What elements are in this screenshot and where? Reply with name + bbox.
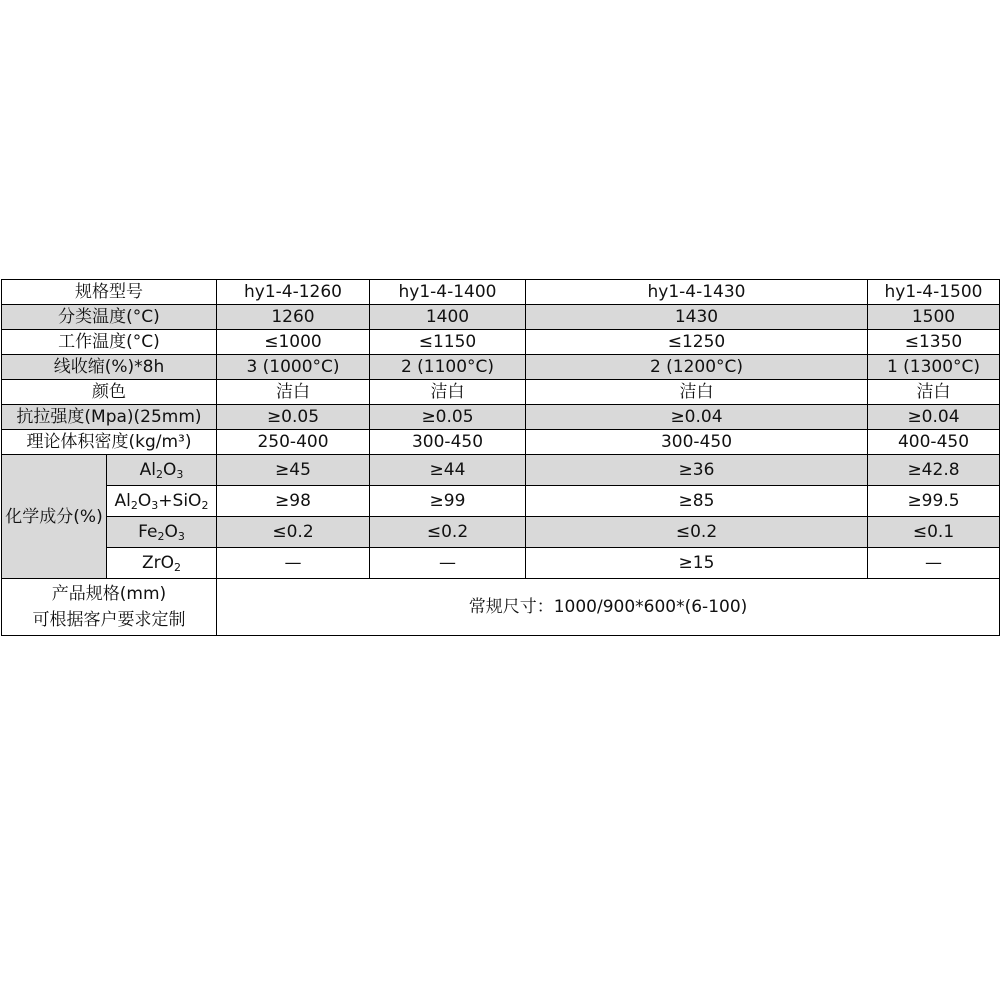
table-cell: ≥15 — [526, 548, 868, 579]
footer-row — [2, 579, 1000, 636]
table-cell: ≥0.04 — [526, 405, 868, 430]
chemistry-row — [2, 486, 1000, 517]
chemistry-row — [2, 455, 1000, 486]
table-cell: ≥0.04 — [868, 405, 1000, 430]
formula-subscript: 2 — [155, 468, 163, 481]
table-cell: 1260 — [217, 305, 370, 330]
table-cell: 250-400 — [217, 430, 370, 455]
table-cell: — — [868, 548, 1000, 579]
table-cell: 2 (1200°C) — [526, 355, 868, 380]
table-cell: ≥0.05 — [370, 405, 526, 430]
table-cell: ≤1350 — [868, 330, 1000, 355]
table-cell: ≥42.8 — [868, 455, 1000, 486]
table-cell: 洁白 — [370, 380, 526, 405]
header-label: 规格型号 — [2, 280, 217, 305]
footer-value: 常规尺寸：1000/900*600*(6-100) — [217, 579, 1000, 636]
footer-label-line2: 可根据客户要求定制 — [32, 610, 186, 630]
formula-part: Fe — [138, 522, 158, 542]
table-cell: 300-450 — [526, 430, 868, 455]
table-cell: ≤0.2 — [526, 517, 868, 548]
table-cell: 1430 — [526, 305, 868, 330]
chemistry-item-name — [107, 548, 217, 579]
table-cell: 1500 — [868, 305, 1000, 330]
table-cell: 洁白 — [526, 380, 868, 405]
formula-subscript: 2 — [130, 499, 138, 512]
table-cell: 300-450 — [370, 430, 526, 455]
formula-part: +SiO — [158, 491, 202, 511]
table-cell: ≤1250 — [526, 330, 868, 355]
table-cell: ≤0.2 — [370, 517, 526, 548]
chemistry-row — [2, 517, 1000, 548]
table-cell: ≥45 — [217, 455, 370, 486]
footer-label-line1: 产品规格(mm) — [51, 584, 167, 604]
table-row — [2, 330, 1000, 355]
table-cell: 1 (1300°C) — [868, 355, 1000, 380]
chemistry-item-name — [107, 486, 217, 517]
formula-subscript: 2 — [174, 561, 182, 574]
table-cell: 400-450 — [868, 430, 1000, 455]
table-cell: 2 (1100°C) — [370, 355, 526, 380]
table-cell: ≤0.2 — [217, 517, 370, 548]
row-label: 抗拉强度(Mpa)(25mm) — [2, 405, 217, 430]
spec-table — [1, 279, 1000, 636]
table-cell: 3 (1000°C) — [217, 355, 370, 380]
formula-part: O — [162, 460, 177, 480]
table-row — [2, 405, 1000, 430]
formula-part: Al — [139, 460, 156, 480]
table-cell: ≤0.1 — [868, 517, 1000, 548]
table-row — [2, 380, 1000, 405]
chemistry-item-name — [107, 455, 217, 486]
formula-subscript: 2 — [157, 530, 165, 543]
footer-label — [2, 579, 217, 636]
table-row — [2, 305, 1000, 330]
model-header: hy1-4-1400 — [370, 280, 526, 305]
model-header: hy1-4-1500 — [868, 280, 1000, 305]
model-header: hy1-4-1430 — [526, 280, 868, 305]
row-label: 分类温度(°C) — [2, 305, 217, 330]
chemistry-item-name — [107, 517, 217, 548]
formula-subscript: 3 — [177, 530, 185, 543]
table-cell: ≥44 — [370, 455, 526, 486]
row-label: 线收缩(%)*8h — [2, 355, 217, 380]
header-row — [2, 280, 1000, 305]
formula-part: ZrO — [141, 553, 175, 573]
formula-subscript: 3 — [151, 499, 159, 512]
table-cell: 1400 — [370, 305, 526, 330]
chemistry-label: 化学成分(%) — [2, 455, 107, 579]
table-cell: 洁白 — [217, 380, 370, 405]
row-label: 工作温度(°C) — [2, 330, 217, 355]
table-cell: ≤1000 — [217, 330, 370, 355]
table-cell: — — [217, 548, 370, 579]
table-cell: 洁白 — [868, 380, 1000, 405]
formula-part: Al — [114, 491, 131, 511]
model-header: hy1-4-1260 — [217, 280, 370, 305]
formula-part: O — [164, 522, 178, 542]
table-cell: ≥85 — [526, 486, 868, 517]
table-row — [2, 430, 1000, 455]
formula-part: O — [137, 491, 152, 511]
table-cell: — — [370, 548, 526, 579]
table-cell: ≥0.05 — [217, 405, 370, 430]
table-cell: ≥98 — [217, 486, 370, 517]
table-cell: ≤1150 — [370, 330, 526, 355]
table-cell: ≥99 — [370, 486, 526, 517]
row-label: 颜色 — [2, 380, 217, 405]
table-cell: ≥36 — [526, 455, 868, 486]
chemistry-row — [2, 548, 1000, 579]
table-row — [2, 355, 1000, 380]
row-label: 理论体积密度(kg/m³) — [2, 430, 217, 455]
formula-subscript: 3 — [176, 468, 184, 481]
formula-subscript: 2 — [201, 499, 209, 512]
table-cell: ≥99.5 — [868, 486, 1000, 517]
